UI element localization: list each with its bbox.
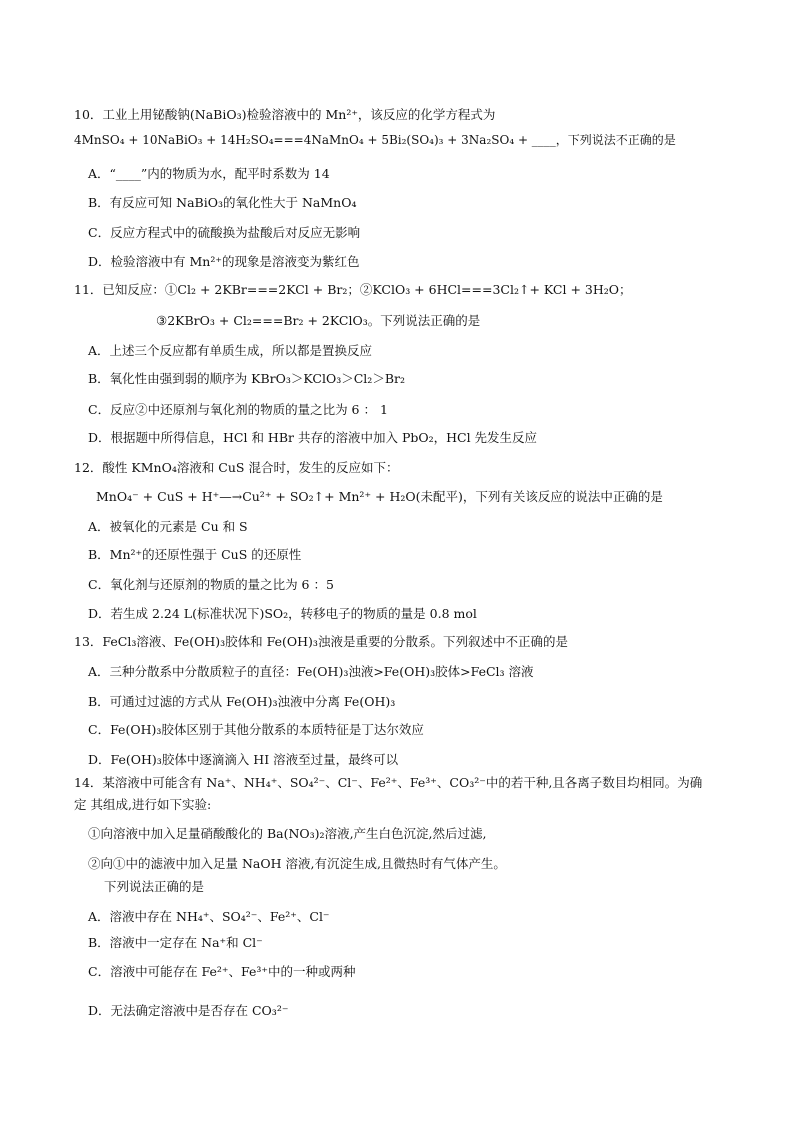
question-12-option-a: A．被氧化的元素是 Cu 和 S (88, 519, 248, 534)
question-14-stem-continued: 定 其组成,进行如下实验: (74, 797, 212, 812)
question-12-option-d: D．若生成 2.24 L(标准状况下)SO₂，转移电子的物质的量是 0.8 mol (88, 606, 477, 621)
question-10-option-d: D．检验溶液中有 Mn²⁺的现象是溶液变为紫红色 (88, 254, 360, 269)
question-10-equation: 4MnSO₄ + 10NaBiO₃ + 14H₂SO₄===4NaMnO₄ + 5Bi₂(SO₄)₃ + 3Na₂SO₄ + ____，下列说法不正确的是 (74, 133, 676, 147)
question-14-option-a: A．溶液中存在 NH₄⁺、SO₄²⁻、Fe²⁺、Cl⁻ (88, 909, 330, 924)
question-14-step-1: ①向溶液中加入足量硝酸酸化的 Ba(NO₃)₂溶液,产生白色沉淀,然后过滤, (88, 826, 487, 841)
question-11-option-d: D．根据题中所得信息，HCl 和 HBr 共存的溶液中加入 PbO₂，HCl 先发生反应 (88, 430, 538, 445)
question-11-stem: 11．已知反应：①Cl₂ + 2KBr===2KCl + Br₂；②KClO₃ + 6HCl===3Cl₂↑+ KCl + 3H₂O； (74, 282, 632, 297)
question-10-option-a: A．“____”内的物质为水，配平时系数为 14 (88, 166, 330, 181)
question-12-option-b: B．Mn²⁺的还原性强于 CuS 的还原性 (88, 547, 302, 562)
question-14-option-d: D．无法确定溶液中是否存在 CO₃²⁻ (88, 1003, 289, 1018)
question-14-step-2: ②向①中的滤液中加入足量 NaOH 溶液,有沉淀生成,且微热时有气体产生。 (88, 856, 506, 871)
question-11-stem-continued: ③2KBrO₃ + Cl₂===Br₂ + 2KClO₃。下列说法正确的是 (156, 313, 481, 328)
question-11-option-b: B．氧化性由强到弱的顺序为 KBrO₃＞KClO₃＞Cl₂＞Br₂ (88, 371, 405, 386)
question-12-option-c: C．氧化剂与还原剂的物质的量之比为 6 ：5 (88, 577, 334, 592)
question-10-option-b: B．有反应可知 NaBiO₃的氧化性大于 NaMnO₄ (88, 195, 357, 210)
question-13-option-a: A．三种分散系中分散质粒子的直径：Fe(OH)₃浊液>Fe(OH)₃胶体>FeCl₃ 溶液 (88, 664, 534, 679)
question-13-option-d: D．Fe(OH)₃胶体中逐滴滴入 HI 溶液至过量，最终可以 (88, 752, 399, 767)
question-13-option-b: B．可通过过滤的方式从 Fe(OH)₃浊液中分离 Fe(OH)₃ (88, 694, 396, 709)
question-10-stem: 10．工业上用铋酸钠(NaBiO₃)检验溶液中的 Mn²⁺，该反应的化学方程式为 (74, 107, 496, 122)
question-10-option-c: C．反应方程式中的硫酸换为盐酸后对反应无影响 (88, 225, 361, 240)
question-14-stem: 14．某溶液中可能含有 Na⁺、NH₄⁺、SO₄²⁻、Cl⁻、Fe²⁺、Fe³⁺、CO₃²⁻中的若干种,且各离子数目均相同。为确 (74, 775, 703, 790)
question-11-option-c: C．反应②中还原剂与氧化剂的物质的量之比为 6 ： 1 (88, 402, 388, 417)
question-13-stem: 13．FeCl₃溶液、Fe(OH)₃胶体和 Fe(OH)₃浊液是重要的分散系。下列叙述中不正确的是 (74, 634, 568, 649)
question-14-prompt: 下列说法正确的是 (104, 879, 205, 894)
question-12-stem: 12．酸性 KMnO₄溶液和 CuS 混合时，发生的反应如下： (74, 460, 399, 475)
question-14-option-b: B．溶液中一定存在 Na⁺和 Cl⁻ (88, 935, 263, 950)
question-13-option-c: C．Fe(OH)₃胶体区别于其他分散系的本质特征是丁达尔效应 (88, 722, 424, 737)
question-12-equation: MnO₄⁻ + CuS + H⁺—→Cu²⁺ + SO₂↑+ Mn²⁺ + H₂O(未配平)，下列有关该反应的说法中正确的是 (96, 489, 663, 504)
question-14-option-c: C．溶液中可能存在 Fe²⁺、Fe³⁺中的一种或两种 (88, 964, 356, 979)
question-11-option-a: A．上述三个反应都有单质生成，所以都是置换反应 (88, 343, 373, 358)
